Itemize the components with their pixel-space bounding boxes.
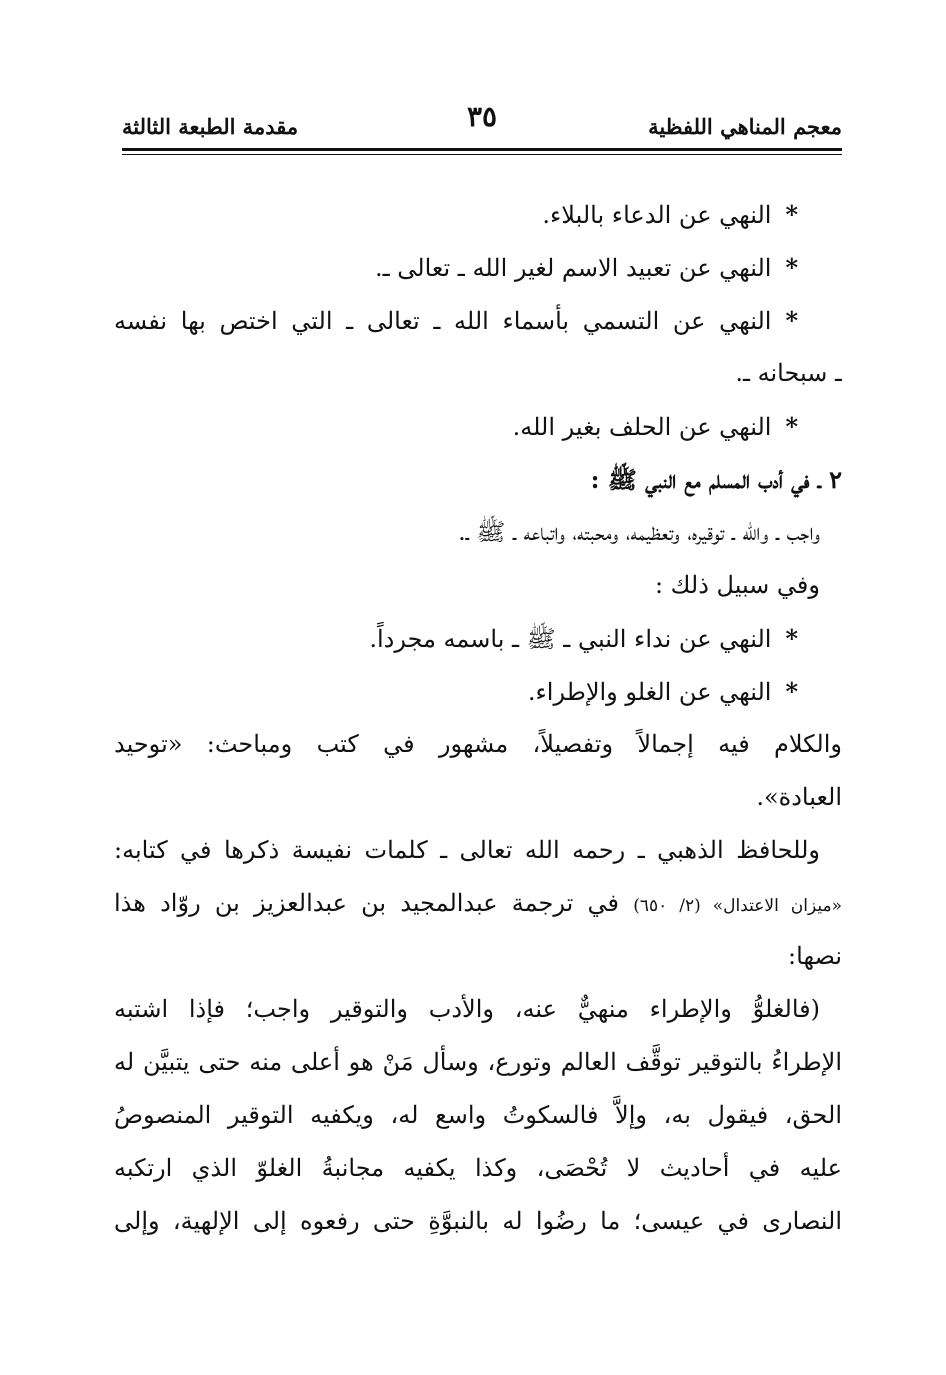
quote-line: عليه في أحاديث لا تُحْصَى، وكذا يكفيه مجانبةُ الغلوّ الذي ارتكبه	[114, 1154, 842, 1182]
header-rule-thin	[122, 154, 842, 155]
book-citation: «ميزان الاعتدال» (٢/ ٦٥٠)	[633, 896, 842, 916]
list-item: *النهي عن الحلف بغير الله.	[512, 412, 798, 441]
quote-line: النصارى في عيسى؛ ما رضُوا له بالنبوَّةِ حتى رفعوه إلى الإلهية، وإلى	[114, 1207, 842, 1235]
asterisk-icon: *	[785, 677, 798, 706]
list-item: *النهي عن التسمي بأسماء الله ـ تعالى ـ التي اختص بها نفسه	[114, 306, 798, 335]
quote-line: الحق، فيقول به، وإلاَّ فالسكوتُ واسع له، ويكفيه التوقير المنصوصُ	[114, 1101, 842, 1129]
asterisk-icon: *	[785, 624, 798, 653]
paragraph-line: والكلام فيه إجمالاً وتفصيلاً، مشهور في كتب ومباحث: «توحيد	[114, 730, 842, 758]
header-rule-thick	[122, 148, 842, 151]
book-title: معجم المناهي اللفظية	[648, 114, 842, 139]
list-item: *النهي عن تعبيد الاسم لغير الله ـ تعالى ـ.	[375, 253, 798, 282]
quote-line: (فالغلوُّ والإطراء منهيٌّ عنه، والأدب والتوقير واجب؛ فإذا اشتبه	[114, 995, 820, 1023]
quote-line: الإطراءُ بالتوقير توقَّف العالم وتورع، وسأل مَنْ هو أعلى منه حتى يتبيَّن له	[114, 1048, 842, 1076]
paragraph-line: «ميزان الاعتدال» (٢/ ٦٥٠) في ترجمة عبدالمجيد بن عبدالعزيز بن روّاد هذا	[114, 889, 842, 917]
section-heading: ٢ ـ في أدب المسلم مع النبي ﷺ :	[590, 465, 842, 494]
paragraph-line: واجب ـ والله ـ توقيره، وتعظيمه، ومحبته، واتباعه ـ ﷺ ـ.	[458, 518, 820, 546]
list-item: *النهي عن الدعاء بالبلاء.	[542, 200, 798, 229]
paragraph-line: نصها:	[788, 942, 842, 970]
asterisk-icon: *	[785, 253, 798, 282]
section-title: مقدمة الطبعة الثالثة	[122, 114, 299, 139]
paragraph-line: العبادة».	[756, 783, 842, 811]
list-item: *النهي عن الغلو والإطراء.	[527, 677, 798, 706]
asterisk-icon: *	[785, 412, 798, 441]
asterisk-icon: *	[785, 306, 798, 335]
paragraph-line: وللحافظ الذهبي ـ رحمه الله تعالى ـ كلمات نفيسة ذكرها في كتابه:	[114, 836, 820, 864]
page-number: ٣٥	[466, 100, 498, 133]
page-body	[114, 188, 842, 1248]
asterisk-icon: *	[785, 200, 798, 229]
list-item: *النهي عن نداء النبي ـ ﷺ ـ باسمه مجرداً.	[369, 624, 798, 653]
list-item-continuation: ـ سبحانه ـ.	[735, 359, 842, 387]
paragraph-line: وفي سبيل ذلك :	[654, 571, 820, 599]
running-header	[122, 100, 842, 146]
